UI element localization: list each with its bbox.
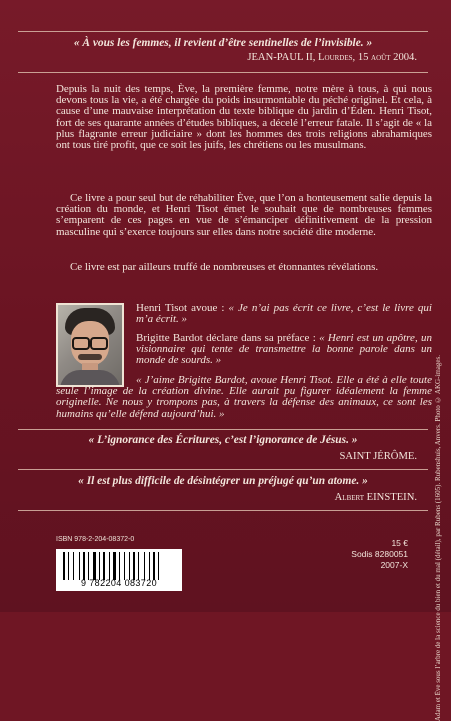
paragraph-2: Ce livre a pour seul but de réhabiliter Ève, que l’on a honteusement salie depuis la création du monde, et Henri Tisot émet le souhait que de nombreuses femmes s’emparent de ces pages en vue de s’émanciper définitivement de la pression masculine qui s’exerce toujours sur elles dans notre société dite moderne.	[56, 192, 432, 238]
barcode-line	[99, 552, 100, 580]
image-credit	[434, 355, 449, 721]
middle-divider	[18, 429, 428, 430]
barcode-line	[63, 552, 65, 580]
barcode-line	[103, 552, 105, 580]
bottom-divider	[18, 510, 428, 511]
barcode-line	[124, 552, 125, 580]
isbn-text: ISBN 978-2-204-08372-0	[56, 536, 135, 543]
barcode-line	[129, 552, 130, 580]
barcode-line	[73, 552, 74, 580]
barcode-bars	[63, 552, 175, 580]
distributor-code: Sodis 8280051	[351, 549, 408, 559]
top-divider	[18, 31, 428, 32]
top-quote-attribution: JEAN-PAUL II, Lourdes, 15 août 2004.	[247, 52, 417, 63]
top-quote: « À vous les femmes, il revient d’être sentinelles de l’invisible. »	[73, 37, 373, 49]
einstein-attribution: Albert EINSTEIN.	[334, 492, 417, 503]
paragraph-1: Depuis la nuit des temps, Ève, la première femme, notre mère à tous, à qui nous devons tous la vie, a été chargée du poids insurmontable du péché originel. Et cela, à cause d’une mauvaise interprétation du texte biblique du jardin d’Éden. Henri Tisot, fort de ses quarante années d’études bibliques, a décelé l’erreur fatale. Il s’agit de « la plus flagrante erreur judiciaire » dont les hommes des trois religions abrahamiques ont tous tiré profit, que ce soit les juifs, les chrétiens ou les musulmans.	[56, 83, 432, 152]
barcode-line	[79, 552, 80, 580]
barcode-line	[149, 552, 150, 580]
barcode	[56, 549, 182, 591]
price-block	[351, 538, 408, 571]
bardot-second-quote: « J’aime Brigitte Bardot, avoue Henri Tisot. Elle a été à elle toute seule l’image de la création divine. Elle aurait pu figurer idéalement la femme originelle. Ne nous y trompons pas, à travers la défense des animaux, ce sont les humains qu’elle défend aujourd’hui. »	[56, 374, 432, 420]
barcode-line	[153, 552, 155, 580]
barcode-line	[133, 552, 135, 580]
einstein-quote: « Il est plus difficile de désintégrer un préjugé qu’un atome. »	[78, 475, 368, 487]
barcode-line	[144, 552, 145, 580]
paragraph-3: Ce livre est par ailleurs truffé de nombreuses et étonnantes révélations.	[70, 261, 379, 273]
bardot-quote-block: Brigitte Bardot déclare dans sa préface : « Henri est un apôtre, un visionnaire qui tente de transmettre la bonne parole dans un monde de sourds. »	[136, 332, 432, 367]
jerome-quote: « L’ignorance des Écritures, c’est l’ignorance de Jésus. »	[88, 434, 358, 446]
barcode-line	[68, 552, 69, 580]
barcode-line	[93, 552, 96, 580]
barcode-line	[119, 552, 120, 580]
edition-code: 2007-X	[380, 560, 408, 570]
credit-text: Adam et Ève sous l’arbre de la science du bien et du mal (détail), par Rubens (1605). Rubenshuis, Anvers. Photo © AKG-images.	[434, 355, 442, 721]
barcode-number: 9 782204 083720	[80, 578, 158, 588]
price: 15 €	[391, 538, 408, 548]
barcode-line	[109, 552, 110, 580]
barcode-line	[83, 552, 85, 580]
jerome-divider	[18, 469, 428, 470]
barcode-line	[158, 552, 159, 580]
top-divider-lower	[18, 72, 428, 73]
jerome-attribution: SAINT JÉRÔME.	[339, 451, 417, 462]
barcode-line	[88, 552, 89, 580]
barcode-line	[138, 552, 139, 580]
avoue-quote-block: Henri Tisot avoue : « Je n’ai pas écrit ce livre, c’est le livre qui m’a écrit. »	[136, 302, 432, 326]
barcode-line	[113, 552, 116, 580]
